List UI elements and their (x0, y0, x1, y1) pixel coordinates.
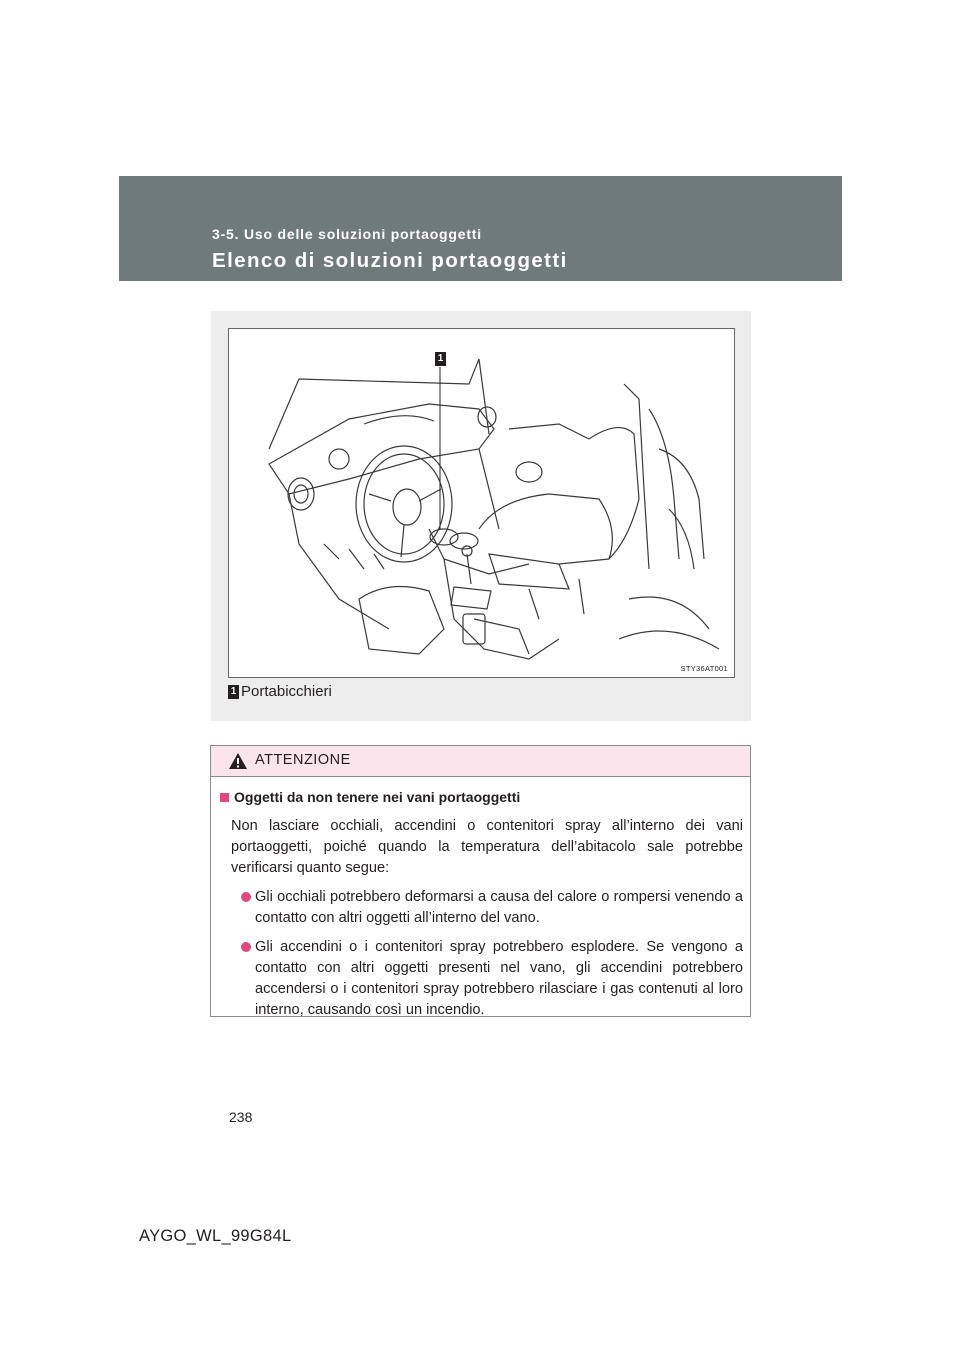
list-item (241, 937, 743, 1021)
header-band (119, 176, 842, 281)
car-interior-drawing (229, 329, 734, 677)
document-code: AYGO_WL_99G84L (139, 1227, 292, 1245)
caution-intro: Non lasciare occhiali, accendini o contenitori spray all’interno dei vani portaoggetti, poiché quando la temperatura dell’abitacolo sale potrebbe verificarsi quanto segue: (231, 818, 743, 876)
interior-illustration (228, 328, 735, 678)
bullet-dot-icon (241, 892, 251, 902)
caution-header (211, 746, 750, 777)
legend-label: Portabicchieri (241, 683, 332, 700)
bullet-text: Gli accendini o i contenitori spray potrebbero esplodere. Se vengono a contatto con altri oggetti presenti nel vano, gli accendini potrebbero accendersi o i contenitori spray potrebbero rilasciare i gas contenuti al loro interno, causando così un incendio. (255, 939, 743, 1018)
caution-title: ATTENZIONE (255, 752, 351, 768)
bullet-text: Gli occhiali potrebbero deformarsi a causa del calore o rompersi venendo a contatto con altri oggetti all’interno del vano. (255, 889, 743, 926)
figure-legend (228, 683, 332, 700)
caution-item-heading (220, 789, 520, 805)
legend-badge: 1 (228, 685, 239, 699)
caution-heading-text: Oggetti da non tenere nei vani portaoggetti (234, 789, 521, 805)
list-item (241, 887, 743, 929)
figure-code: STY36AT001 (680, 664, 728, 673)
bullet-dot-icon (241, 942, 251, 952)
section-label: 3-5. Uso delle soluzioni portaoggetti (212, 226, 482, 242)
caution-box (210, 745, 751, 1017)
callout-badge-cup-holder: 1 (435, 352, 446, 366)
figure-box (211, 311, 751, 721)
page-number: 238 (229, 1109, 253, 1125)
page-title: Elenco di soluzioni portaoggetti (212, 249, 568, 272)
warning-triangle-icon (228, 752, 248, 770)
square-bullet-icon (220, 793, 229, 802)
